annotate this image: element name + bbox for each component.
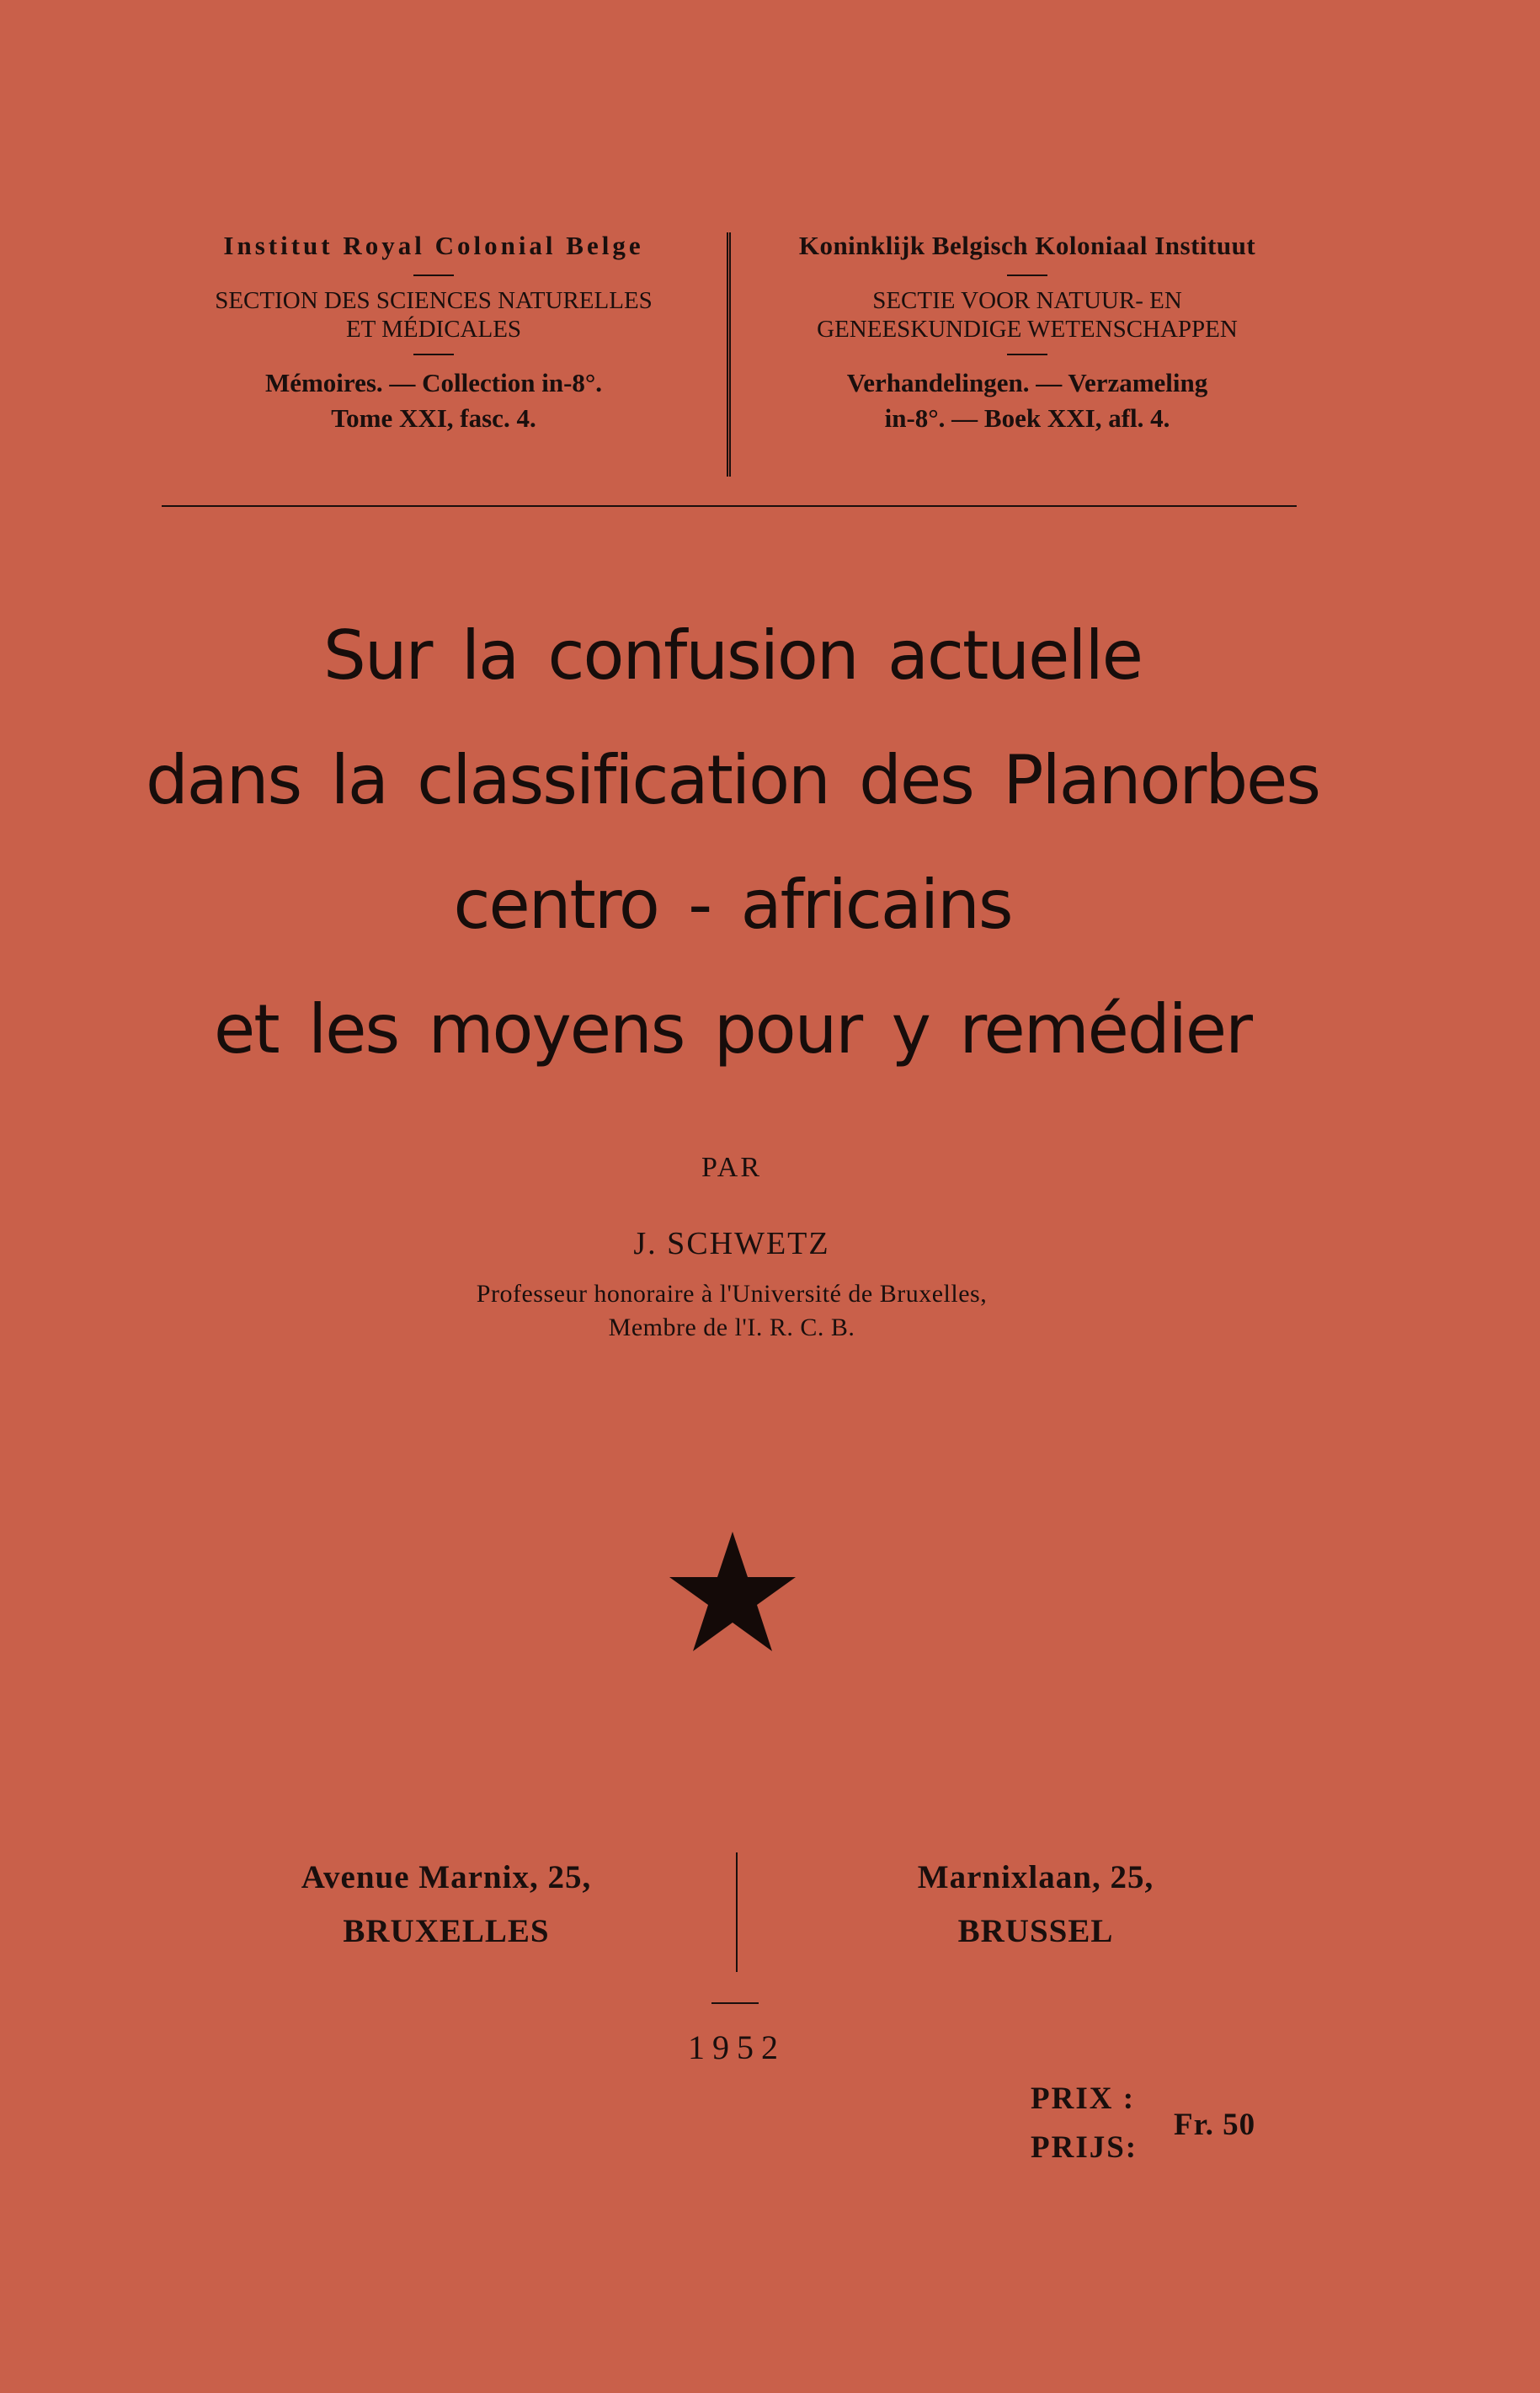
author-name: J. SCHWETZ [633, 1226, 830, 1261]
title-line-4: et les moyens pour y remédier [214, 990, 1251, 1069]
address-fr [185, 1851, 707, 1959]
year-dash [711, 2002, 759, 2004]
header-dash [413, 274, 454, 276]
section-name-fr-line1: SECTION DES SCIENCES NATURELLES [215, 287, 653, 314]
section-name-nl-line1: SECTIE VOOR NATUUR- EN [872, 287, 1182, 314]
title-line-3: centro - africains [453, 866, 1012, 944]
series-nl-line1: Verhandelingen. — Verzameling [846, 368, 1208, 397]
price-amount: Fr. 50 [1174, 2108, 1256, 2142]
address-nl-street: Marnixlaan, 25, [917, 1859, 1154, 1895]
price-labels [1031, 2075, 1138, 2172]
section-name-nl-line2: GENEESKUNDIGE WETENSCHAPPEN [817, 316, 1238, 343]
address-fr-street: Avenue Marnix, 25, [301, 1859, 592, 1895]
header-right-column [741, 227, 1314, 436]
publication-year: 1952 [688, 2028, 786, 2066]
header-dash [1007, 354, 1047, 355]
address-fr-city: BRUXELLES [343, 1913, 550, 1949]
byline-par: PAR [701, 1152, 763, 1183]
price-label-fr: PRIX : [1031, 2081, 1136, 2116]
header-rule [162, 505, 1297, 507]
affiliation-line-1: Professeur honoraire à l'Université de Bruxelles, [476, 1280, 988, 1308]
header-column-divider [727, 232, 731, 477]
author-affiliation [0, 1277, 1463, 1345]
institute-name-fr: Institut Royal Colonial Belge [223, 231, 644, 260]
title-line-1: Sur la confusion actuelle [323, 616, 1142, 695]
section-name-fr-line2: ET MÉDICALES [345, 316, 522, 343]
page-title [84, 594, 1381, 1092]
address-nl-city: BRUSSEL [957, 1913, 1114, 1949]
header-dash [413, 354, 454, 355]
affiliation-line-2: Membre de l'I. R. C. B. [608, 1314, 855, 1341]
address-nl [775, 1851, 1297, 1959]
series-fr-line1: Mémoires. — Collection in-8°. [264, 368, 603, 397]
header-left-column [152, 227, 716, 436]
address-divider [736, 1852, 738, 1972]
price-label-nl: PRIJS: [1031, 2130, 1138, 2165]
series-fr-line2: Tome XXI, fasc. 4. [331, 403, 536, 433]
header-dash [1007, 274, 1047, 276]
institute-name-nl: Koninklijk Belgisch Koloniaal Instituut [798, 231, 1256, 260]
title-line-2: dans la classification des Planorbes [145, 741, 1319, 819]
series-nl-line2: in-8°. — Boek XXI, afl. 4. [884, 403, 1170, 433]
star-icon [665, 1528, 800, 1655]
